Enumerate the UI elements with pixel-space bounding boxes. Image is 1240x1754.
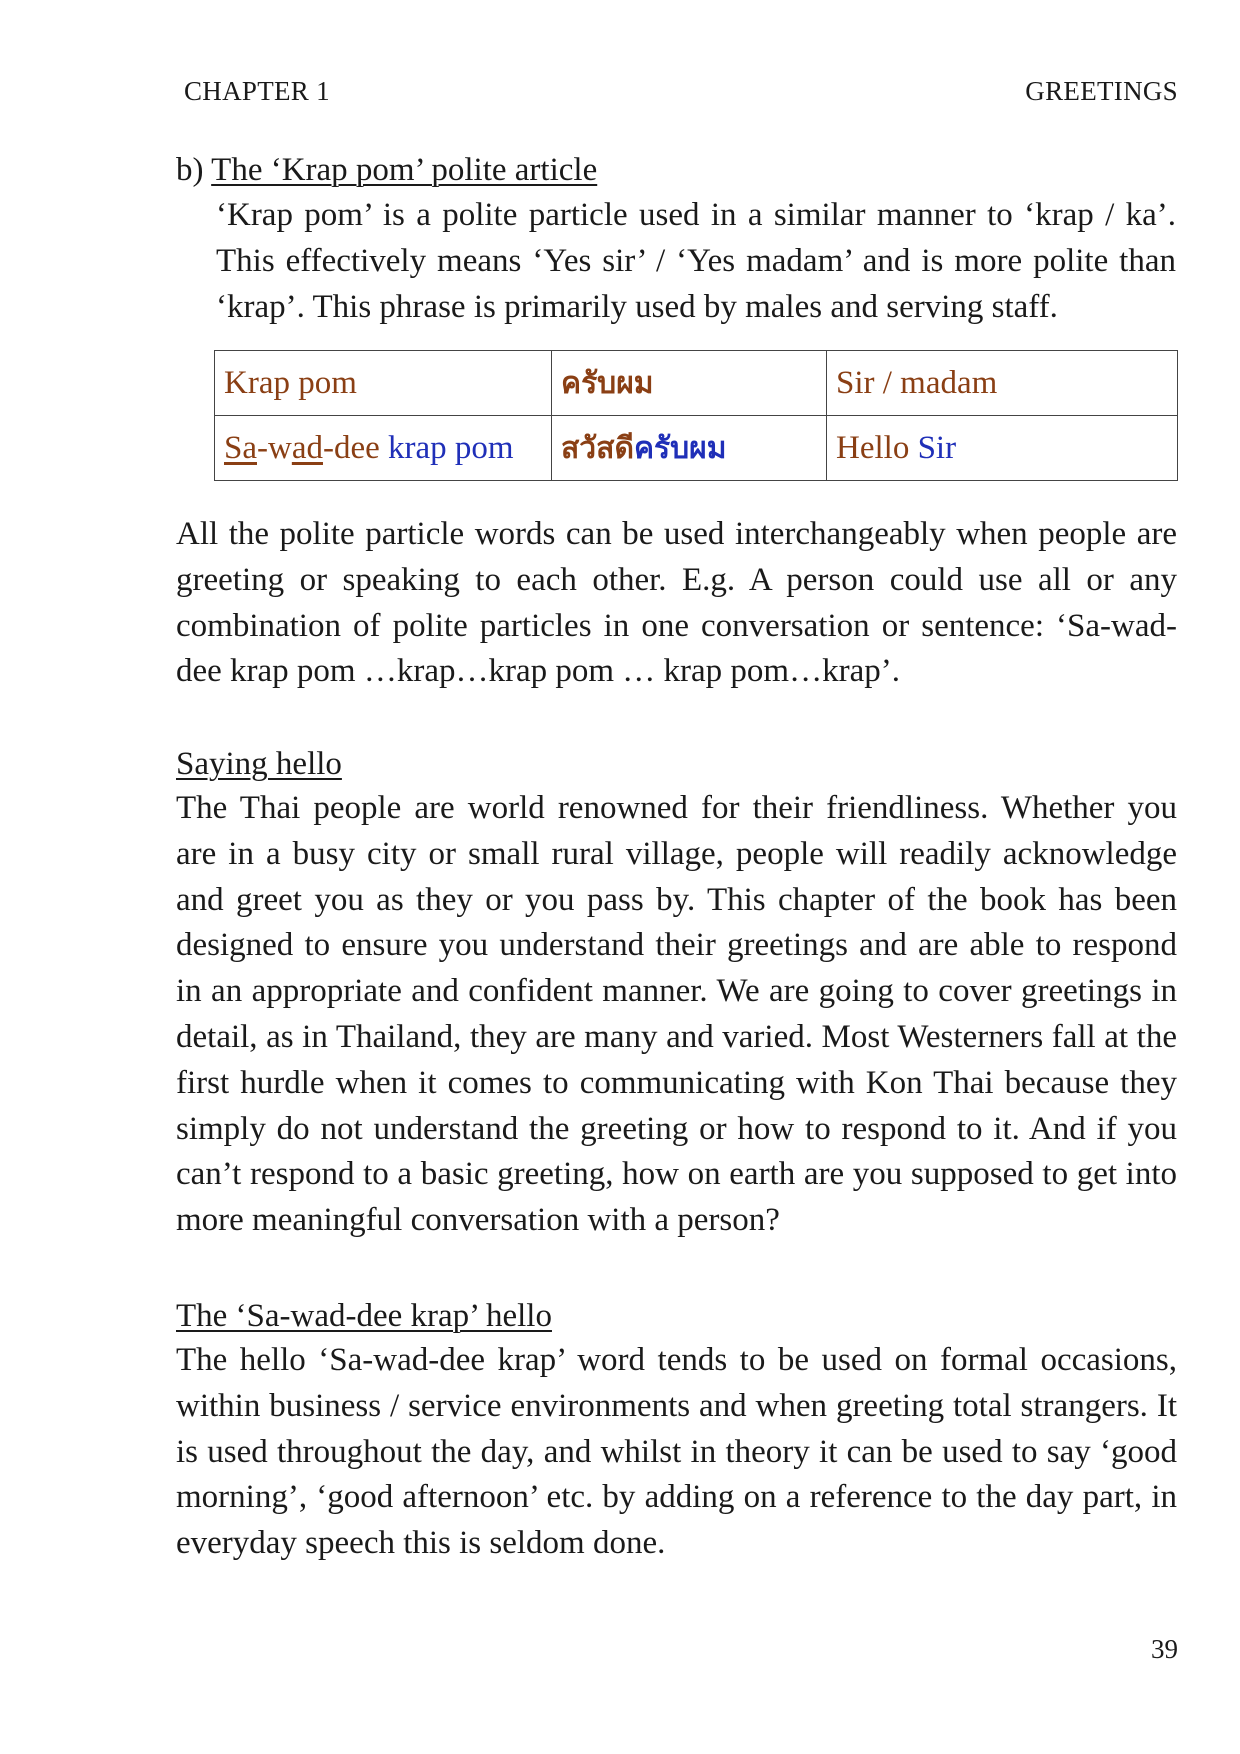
section-heading-text: The ‘Krap pom’ polite article	[211, 152, 598, 188]
page-number: 39	[1151, 1634, 1178, 1664]
thai-fragment: ครับผม	[633, 430, 727, 466]
thai-fragment: สวัสดี	[561, 430, 634, 466]
roman-cell	[215, 416, 552, 481]
table-row	[215, 351, 1178, 416]
sawaddee-paragraph: The hello ‘Sa-wad-dee krap’ word tends to be used on formal occasions, within business / service environments and when greeting total strangers. It is used throughout the day, and whilst in theory it can be used to say ‘good morning’, ‘good afternoon’ etc. by adding on a reference to the day part, in everyday speech this is seldom done.	[176, 1342, 1177, 1562]
section-prefix: b)	[176, 152, 212, 188]
running-header-section: GREETINGS	[1025, 76, 1178, 106]
section-paragraph: ‘Krap pom’ is a polite particle used in a similar manner to ‘krap / ka’. This effectively means ‘Yes sir’ / ‘Yes madam’ and is more polite than ‘krap’. This phrase is primarily used by males and serving staff.	[216, 197, 1176, 325]
interchangeable-paragraph: All the polite particle words can be used interchangeably when people are greeting or speaking to each other. E.g. A person could use all or any combination of polite particles in one conversation or sentence: ‘Sa-wad-dee krap pom …krap…krap pom … krap pom…krap’.	[176, 516, 1177, 690]
english-cell	[827, 416, 1178, 481]
running-header-chapter: CHAPTER 1	[184, 76, 330, 106]
table-row	[215, 416, 1178, 481]
english-fragment: Sir	[917, 429, 957, 466]
section-heading	[176, 148, 1176, 192]
saying-hello-paragraph: The Thai people are world renowned for their friendliness. Whether you are in a busy city or small rural village, people will readily acknowledge and greet you as they or you pass by. This chapter of the book has been designed to ensure you understand their greetings and are able to respond in an appropriate and confident manner. We are going to cover greetings in detail, as in Thailand, they are many and varied. Most Westerners fall at the first hurdle when it comes to communicating with Kon Thai because they simply do not understand the greeting or how to respond to it. And if you can’t respond to a basic greeting, how on earth are you supposed to get into more meaningful conversation with a person?	[176, 790, 1177, 1239]
roman-fragment: ad	[291, 429, 323, 466]
roman-cell: Krap pom	[215, 351, 552, 416]
vocabulary-table	[214, 350, 1178, 481]
section-krap-pom	[176, 148, 1176, 330]
roman-fragment: -w	[257, 429, 292, 466]
saying-hello-heading: Saying hello	[176, 746, 342, 782]
thai-cell	[552, 416, 827, 481]
english-fragment: Hello	[836, 429, 918, 466]
english-cell: Sir / madam	[827, 351, 1178, 416]
thai-cell: ครับผม	[552, 351, 827, 416]
roman-fragment: -dee	[322, 429, 389, 466]
sawaddee-heading: The ‘Sa-wad-dee krap’ hello	[176, 1298, 552, 1334]
roman-fragment: Sa	[224, 429, 257, 466]
roman-fragment: krap pom	[388, 429, 514, 466]
